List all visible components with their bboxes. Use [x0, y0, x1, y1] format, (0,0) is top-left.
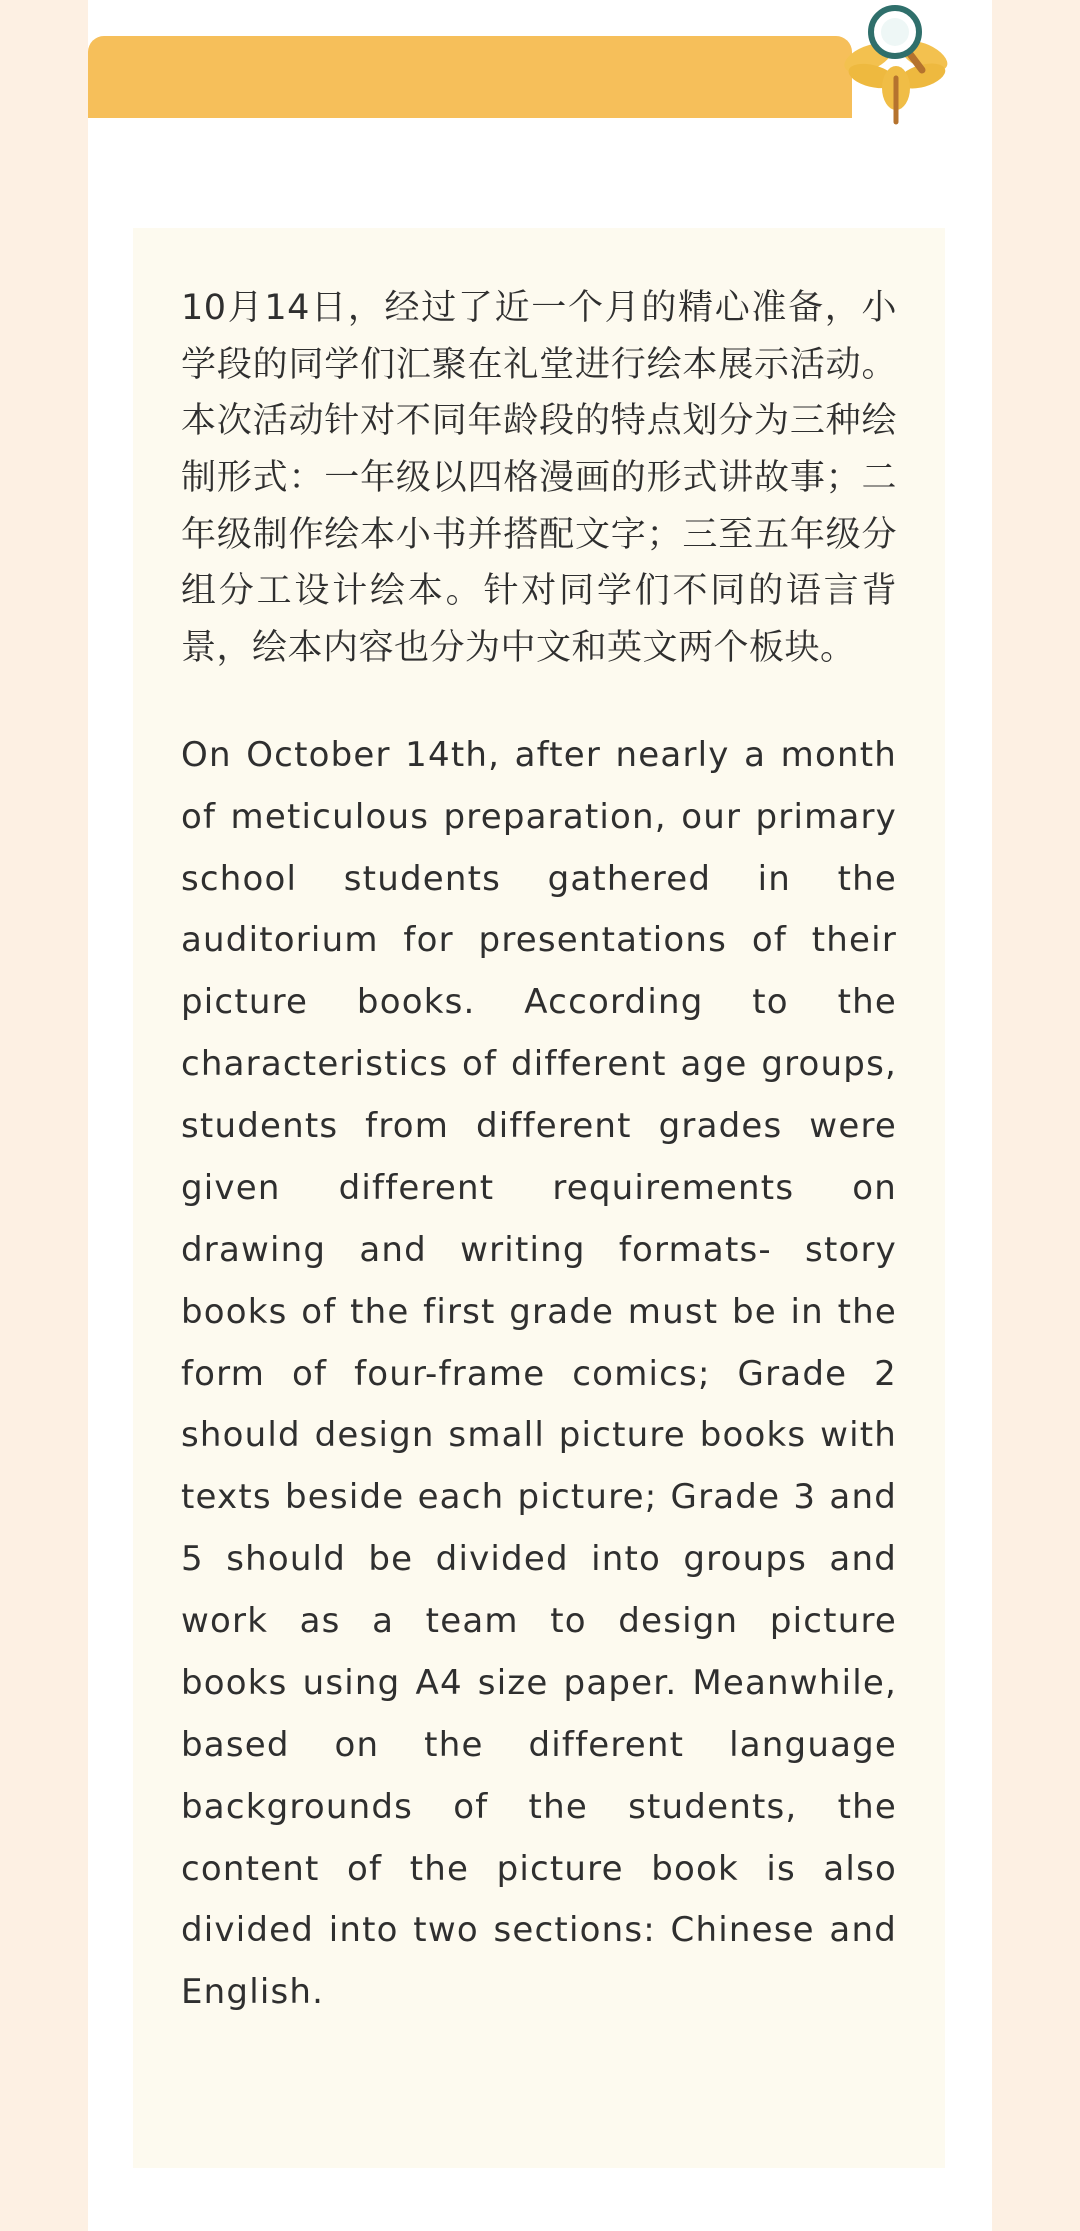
right-margin-strip [992, 0, 1080, 2231]
left-margin-strip [0, 0, 88, 2231]
english-paragraph: On October 14th, after nearly a month of meticulous preparation, our primary school students gathered in the auditorium for presentations of their picture books. According to the characteristics of different age groups, students from different grades were given different requirements on drawing and writing formats- story books of the first grade must be in the form of four-frame comics; Grade 2 should design small picture books with texts beside each picture; Grade 3 and 5 should be divided into groups and work as a team to design picture books using A4 size paper. Meanwhile, based on the different language backgrounds of the students, the content of the picture book is also divided into two sections: Chinese and English. [181, 734, 897, 2013]
magnifier-flower-icon [838, 0, 968, 125]
article-text-panel [133, 228, 945, 2168]
chinese-paragraph: 10月14日，经过了近一个月的精心准备，小学段的同学们汇聚在礼堂进行绘本展示活动。本次活动针对不同年龄段的特点划分为三种绘制形式：一年级以四格漫画的形式讲故事；二年级制作绘本小书并搭配文字；三至五年级分组分工设计绘本。针对同学们不同的语言背景，绘本内容也分为中文和英文两个板块。 [181, 288, 897, 669]
paragraph-spacer [181, 677, 897, 725]
header-accent-bar [88, 36, 852, 118]
